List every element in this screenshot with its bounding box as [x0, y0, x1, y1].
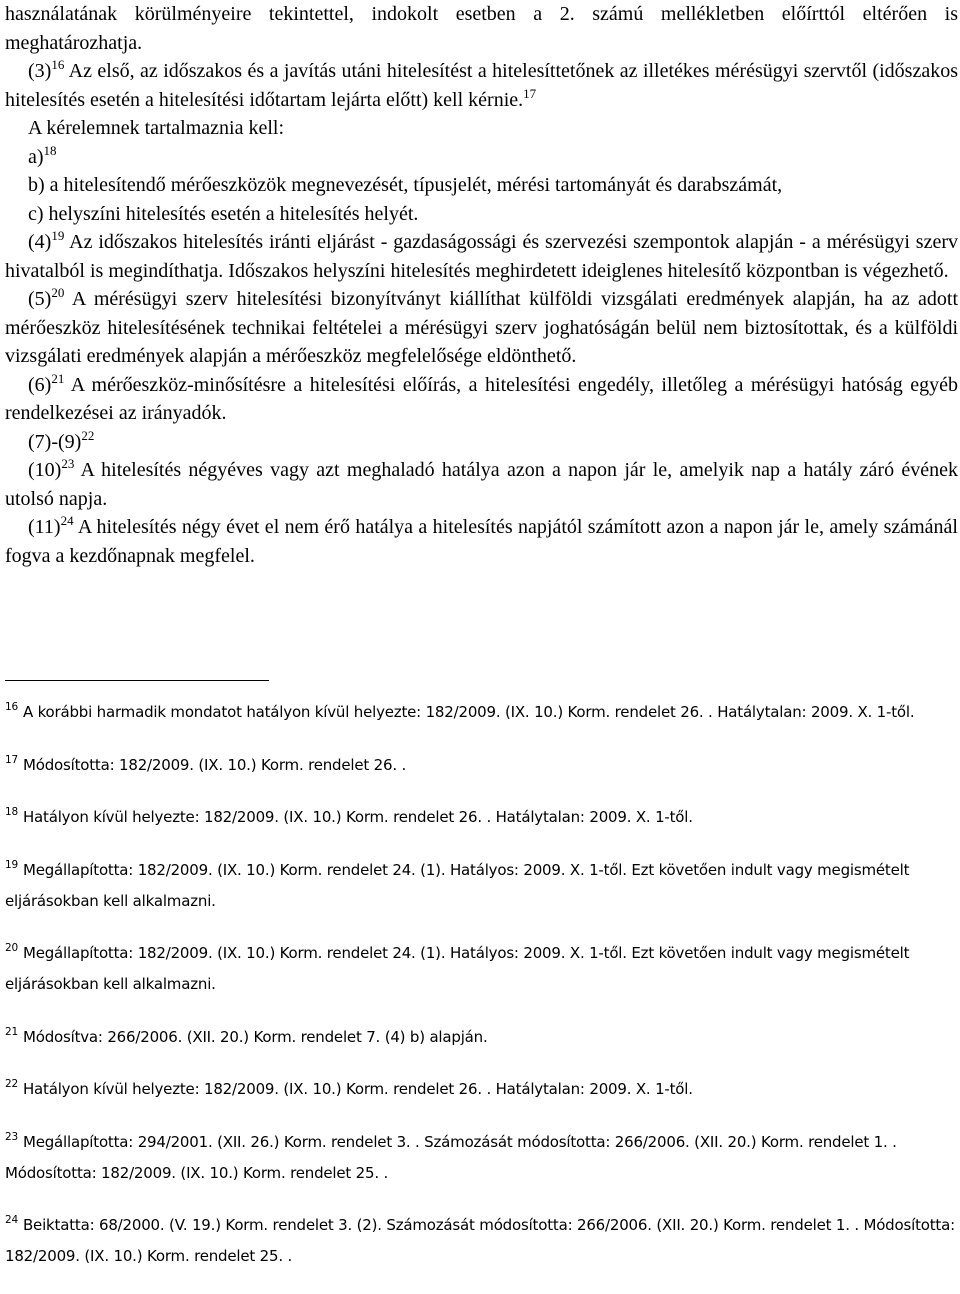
footnote-number: 18	[5, 806, 18, 818]
footnote	[5, 1022, 958, 1053]
footnote-ref[interactable]: 17	[523, 85, 537, 101]
request-intro	[5, 114, 958, 143]
paragraph-text: Az első, az időszakos és a javítás utáni hitelesítést a hitelesíttetőnek az illetékes mérésügyi szervtől (időszakos hitelesítés esetén a hitelesítési időtartam lejárta előtt) kell kérnie.	[5, 60, 958, 111]
paragraph-number: (10)	[28, 459, 62, 481]
footnote	[5, 938, 958, 1000]
list-item-c	[5, 200, 958, 229]
footnote	[5, 697, 958, 728]
footnote-number: 17	[5, 753, 18, 766]
footnote	[5, 1210, 958, 1272]
list-item-a	[5, 143, 958, 172]
paragraph-5	[5, 285, 958, 371]
paragraph-3	[5, 57, 958, 114]
main-text	[5, 0, 958, 570]
footnote-number: 19	[5, 858, 18, 871]
paragraph-text: c) helyszíni hitelesítés esetén a hitelesítés helyét.	[28, 202, 419, 225]
paragraph-text: A hitelesítés négyéves vagy azt meghaladó hatálya azon a napon jár le, amelyik nap a hatály záró évének utolsó napja.	[5, 459, 958, 510]
paragraph-4	[5, 228, 958, 285]
footnote	[5, 1127, 958, 1189]
footnote-text: Beiktatta: 68/2000. (V. 19.) Korm. rendelet 3. (2). Számozását módosította: 266/2006. (XII. 20.) Korm. rendelet 1. . Módosította: 182/2009. (IX. 10.) Korm. rendelet 25. .	[5, 1216, 955, 1265]
paragraph-text: A mérőeszköz-minősítésre a hitelesítési előírás, a hitelesítési engedély, illetőleg a mérésügyi hatóság egyéb rendelkezései az irányadók.	[5, 373, 958, 424]
footnote-text: A korábbi harmadik mondatot hatályon kívül helyezte: 182/2009. (IX. 10.) Korm. rendelet 26. . Hatálytalan: 2009. X. 1-től.	[22, 703, 915, 721]
paragraph-7-9	[5, 428, 958, 457]
paragraph-text: A mérésügyi szerv hitelesítési bizonyítványt kiállíthat külföldi vizsgálati eredmények alapján, ha az adott mérőeszköz hitelesítésének technikai feltételei a mérésügyi szerv joghatóságán belül nem biztosítottak, és a külföldi vizsgálati eredmények alapján a mérőeszköz megfelelősége eldönthető.	[5, 288, 958, 367]
footnote-ref[interactable]: 21	[51, 370, 65, 386]
footnote	[5, 855, 958, 917]
footnote-ref[interactable]: 16	[51, 57, 65, 72]
paragraph-text: Az időszakos hitelesítés iránti eljárást - gazdaságossági és szervezési szempontok alapján - a mérésügyi szerv hivatalból is megindíthatja. Időszakos helyszíni hitelesítés meghirdetett ideiglenes hitelesítő központban is végezhető.	[5, 231, 958, 282]
footnote-number: 20	[5, 942, 18, 954]
paragraph-text: A hitelesítés négy évet el nem érő hatálya a hitelesítés napjától számított azon a napon jár le, amely számánál fogva a kezdőnapnak megfelel.	[5, 516, 958, 567]
footnote-text: Hatályon kívül helyezte: 182/2009. (IX. 10.) Korm. rendelet 26. . Hatálytalan: 2009. X. 1-től.	[22, 1080, 693, 1098]
paragraph-number: (3)	[28, 60, 52, 82]
footnote-number: 21	[5, 1025, 18, 1038]
paragraph-text: A kérelemnek tartalmaznia kell:	[28, 117, 284, 139]
footnote-separator	[5, 680, 269, 681]
footnote-text: Megállapította: 294/2001. (XII. 26.) Korm. rendelet 3. . Számozását módosította: 266/2006. (XII. 20.) Korm. rendelet 1. . Módosította: 182/2009. (IX. 10.) Korm. rendelet 25. .	[5, 1132, 897, 1182]
paragraph-10	[5, 456, 958, 513]
footnote-text: Megállapította: 182/2009. (IX. 10.) Korm. rendelet 24. (1). Hatályos: 2009. X. 1-től. Ezt követően indult vagy megismételt eljárásokban kell alkalmazni.	[5, 944, 910, 993]
footnote-text: Megállapította: 182/2009. (IX. 10.) Korm. rendelet 24. (1). Hatályos: 2009. X. 1-től. Ezt követően indult vagy megismételt eljárásokban kell alkalmazni.	[5, 860, 910, 910]
footnote-number: 23	[5, 1130, 18, 1143]
footnote-text: Hatályon kívül helyezte: 182/2009. (IX. 10.) Korm. rendelet 26. . Hatálytalan: 2009. X. 1-től.	[22, 808, 693, 826]
footnote-ref[interactable]: 23	[61, 456, 75, 471]
paragraph-number: (5)	[28, 288, 52, 310]
footnote-number: 24	[5, 1214, 18, 1226]
paragraph-text: b) a hitelesítendő mérőeszközök megnevezését, típusjelét, mérési tartományát és darabszámát,	[28, 174, 783, 196]
footnote-number: 22	[5, 1078, 18, 1090]
footnote-ref[interactable]: 19	[51, 228, 65, 243]
list-item-b	[5, 171, 958, 200]
list-marker: a)	[28, 145, 44, 168]
footnote	[5, 1074, 958, 1105]
footnote-text: Módosította: 182/2009. (IX. 10.) Korm. rendelet 26. .	[22, 755, 407, 774]
paragraph-text: használatának körülményeire tekintettel, indokolt esetben a 2. számú mellékletben előírttól eltérően is meghatározhatja.	[5, 3, 958, 54]
paragraph-continuation	[5, 0, 958, 57]
footnote-text: Módosítva: 266/2006. (XII. 20.) Korm. rendelet 7. (4) b) alapján.	[22, 1027, 488, 1046]
footnote	[5, 802, 958, 833]
footnote-ref[interactable]: 24	[60, 513, 74, 528]
footnote-ref[interactable]: 20	[51, 285, 65, 300]
footnote	[5, 750, 958, 781]
paragraph-number: (7)-(9)	[28, 430, 82, 453]
footnote-number: 16	[5, 701, 18, 713]
paragraph-number: (4)	[28, 231, 52, 253]
footnotes	[5, 697, 958, 1294]
paragraph-6	[5, 371, 958, 428]
paragraph-11	[5, 513, 958, 570]
paragraph-number: (6)	[28, 373, 52, 396]
paragraph-number: (11)	[28, 516, 61, 538]
footnote-ref[interactable]: 18	[43, 142, 57, 158]
footnote-ref[interactable]: 22	[81, 427, 95, 443]
